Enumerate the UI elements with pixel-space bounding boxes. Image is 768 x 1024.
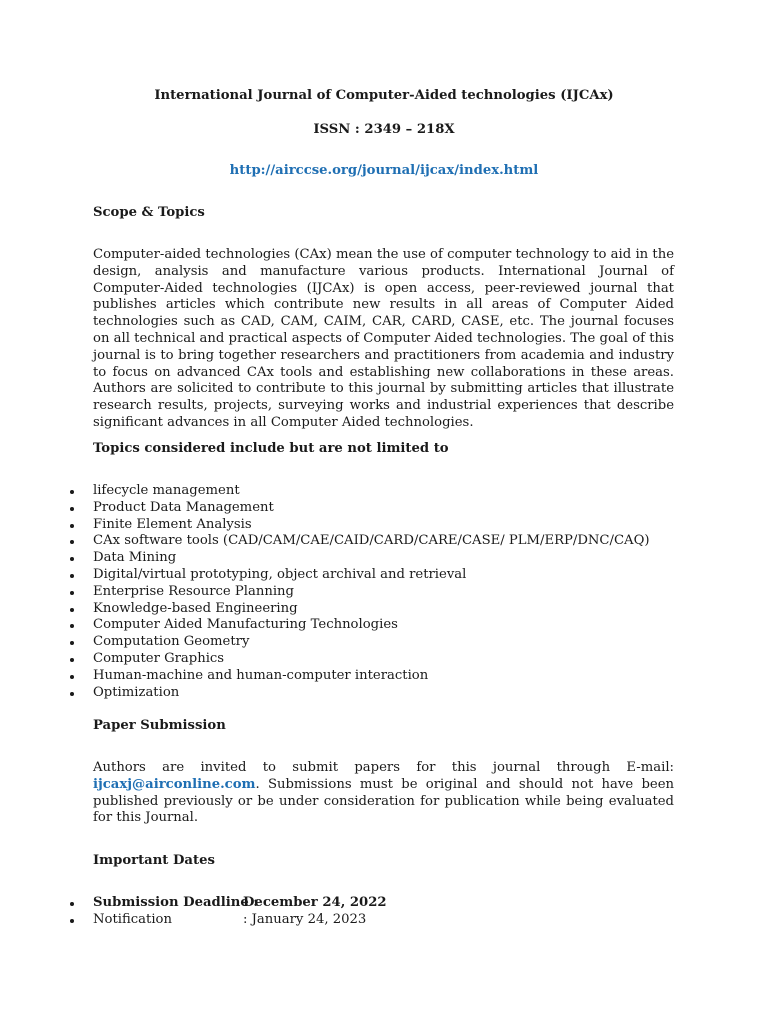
submission-text-after: . Submissions must be original and should not have been published previously or be under consideration for publication while being evaluated for this Journal.	[93, 776, 674, 826]
list-item: Optimization	[0, 685, 768, 702]
date-value: December 24, 2022	[243, 895, 387, 910]
date-label: Submission Deadline :	[93, 895, 259, 910]
submission-text-before: Authors are invited to submit papers for this journal through E-mail:	[93, 760, 674, 775]
submission-email-link[interactable]: ijcaxj@airconline.com	[93, 776, 256, 792]
date-item-submission	[0, 895, 768, 912]
list-item: lifecycle management	[0, 483, 768, 500]
date-label: Notification	[93, 911, 172, 927]
issn: ISSN : 2349 – 218X	[313, 122, 455, 137]
submission-heading: Paper Submission	[93, 718, 226, 733]
list-item: Knowledge-based Engineering	[0, 601, 768, 618]
list-item: Computation Geometry	[0, 634, 768, 651]
topics-heading: Topics considered include but are not limited to	[93, 441, 449, 456]
list-item: Enterprise Resource Planning	[0, 584, 768, 601]
list-item: Computer Aided Manufacturing Technologies	[0, 617, 768, 634]
list-item: Finite Element Analysis	[0, 517, 768, 534]
list-item: Product Data Management	[0, 500, 768, 517]
date-value: : January 24, 2023	[243, 911, 367, 927]
dates-list	[0, 895, 768, 929]
submission-paragraph	[93, 760, 674, 827]
journal-title: International Journal of Computer-Aided technologies (IJCAx)	[154, 88, 614, 103]
list-item: Data Mining	[0, 550, 768, 567]
list-item: Computer Graphics	[0, 651, 768, 668]
date-item-notification	[0, 912, 768, 929]
scope-heading: Scope & Topics	[93, 205, 205, 220]
journal-url-link[interactable]: http://airccse.org/journal/ijcax/index.html	[229, 163, 539, 178]
list-item: CAx software tools (CAD/CAM/CAE/CAID/CARD/CARE/CASE/ PLM/ERP/DNC/CAQ)	[0, 533, 768, 550]
list-item: Human-machine and human-computer interaction	[0, 668, 768, 685]
list-item: Digital/virtual prototyping, object archival and retrieval	[0, 567, 768, 584]
dates-heading: Important Dates	[93, 853, 215, 868]
topics-list	[0, 483, 768, 701]
scope-paragraph: Computer-aided technologies (CAx) mean the use of computer technology to aid in the design, analysis and manufacture various products. International Journal of Computer-Aided technologies (IJCAx) is open access, peer-reviewed journal that publishes articles which contribute new results in all areas of Computer Aided technologies such as CAD, CAM, CAIM, CAR, CARD, CASE, etc. The journal focuses on all technical and practical aspects of Computer Aided technologies. The goal of this journal is to bring together researchers and practitioners from academia and industry to focus on advanced CAx tools and establishing new collaborations in these areas. Authors are solicited to contribute to this journal by submitting articles that illustrate research results, projects, surveying works and industrial experiences that describe significant advances in all Computer Aided technologies.	[93, 247, 674, 430]
